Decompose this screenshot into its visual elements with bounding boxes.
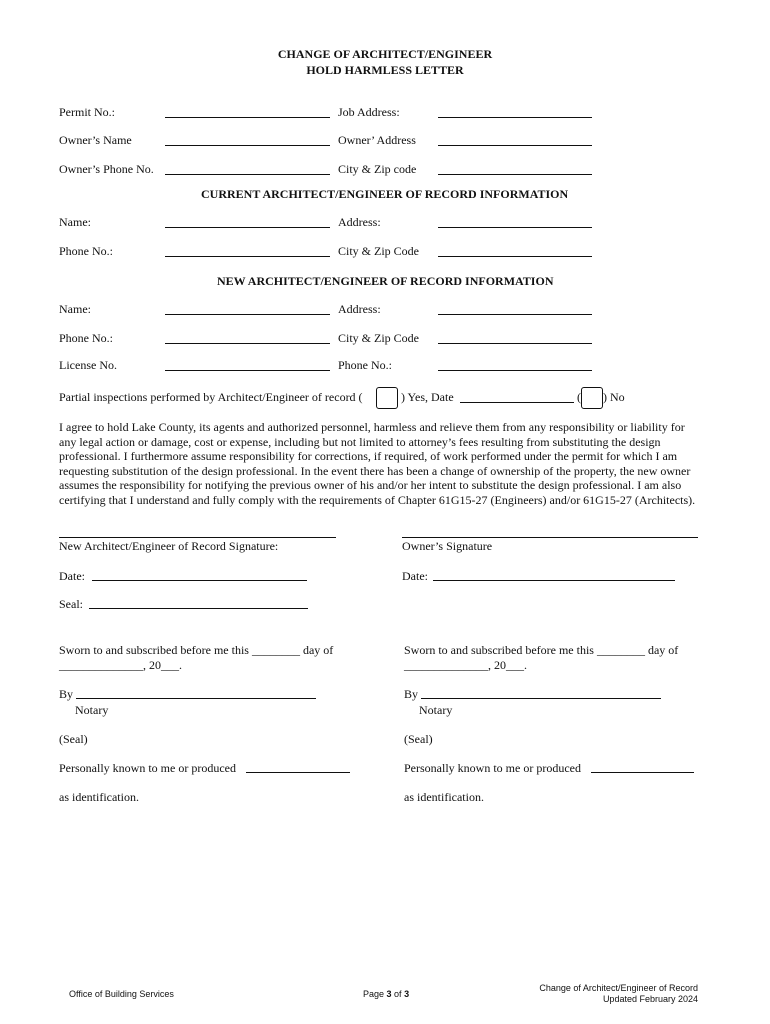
agreement-line: certifying that I understand and fully comply with the requirements of Chapter 61G15-27 (Engineers) and/or 61G15-27 (Architects). [59,492,696,507]
architect-date-label: Date: [59,569,85,583]
owner-date-label: Date: [402,569,428,583]
owner-address-field[interactable] [438,145,592,146]
notary-left-by: By [59,687,74,701]
notary-right-identification: as identification. [404,790,484,804]
seal-label: Seal: [59,597,83,611]
owner-date-field[interactable] [433,580,675,581]
current-address-label: Address: [338,215,381,229]
partial-yes-checkbox[interactable] [376,387,398,409]
notary-right-notary: Notary [419,703,453,717]
notary-left-signature-field[interactable] [76,698,316,699]
owner-name-label: Owner’s Name [59,133,132,147]
permit-field[interactable] [165,117,330,118]
seal-field[interactable] [89,608,308,609]
new-address-field[interactable] [438,314,592,315]
document-subtitle: HOLD HARMLESS LETTER [306,63,464,77]
partial-no-label: ) No [603,390,625,404]
notary-left-notary: Notary [75,703,109,717]
owner-address-label: Owner’ Address [338,133,416,147]
notary-right-personally: Personally known to me or produced [404,761,581,775]
notary-left-year: ______________, 20___. [59,658,182,672]
license-field[interactable] [165,370,330,371]
agreement-paragraph [59,420,724,508]
new-city-zip-label: City & Zip Code [338,331,419,345]
new-address-label: Address: [338,302,381,316]
agreement-line: I agree to hold Lake County, its agents and authorized personnel, harmless and relieve them from any responsibility or liability for [59,420,685,434]
architect-date-field[interactable] [92,580,307,581]
footer-form-name: Change of Architect/Engineer of Record [539,983,698,993]
notary-left-seal: (Seal) [59,732,88,746]
owner-signature-label: Owner’s Signature [402,539,493,553]
footer-updated: Updated February 2024 [602,994,698,1004]
new-phone-label: Phone No.: [59,331,113,345]
job-address-field[interactable] [438,117,592,118]
architect-signature-label: New Architect/Engineer of Record Signature: [59,539,279,553]
open-paren: ( [577,390,581,404]
owner-city-zip-field[interactable] [438,174,592,175]
agreement-line: professional. I furthermore assume responsibility for corrections, if required, of work performed under the permit for which I am [59,449,678,464]
partial-no-checkbox[interactable] [581,387,603,409]
agreement-line: assumes the responsibility for notifying the previous owner of his and/or her intent to substitute the design professional. I am also [59,478,682,493]
license-label: License No. [59,358,117,372]
page-current: 3 [386,989,392,999]
footer-office: Office of Building Services [69,989,174,999]
current-phone-field[interactable] [165,256,330,257]
new-phone2-field[interactable] [438,370,592,371]
new-phone2-label: Phone No.: [338,358,392,372]
owner-phone-label: Owner’s Phone No. [59,162,154,176]
footer-form-title [539,983,698,1005]
current-phone-label: Phone No.: [59,244,113,258]
owner-signature-field[interactable] [402,537,698,538]
notary-left-identification: as identification. [59,790,139,804]
partial-date-field[interactable] [460,402,574,403]
notary-right-year: ______________, 20___. [404,658,527,672]
new-name-label: Name: [59,302,91,316]
current-address-field[interactable] [438,227,592,228]
owner-phone-field[interactable] [165,174,330,175]
new-name-field[interactable] [165,314,330,315]
notary-right-id-field[interactable] [591,772,694,773]
notary-left-id-field[interactable] [246,772,350,773]
page-of: of [391,989,405,999]
current-record-heading: CURRENT ARCHITECT/ENGINEER OF RECORD INFORMATION [201,187,569,201]
job-address-label: Job Address: [338,105,400,119]
partial-inspections-question: Partial inspections performed by Architect/Engineer of record ( [59,390,363,404]
notary-right-signature-field[interactable] [421,698,661,699]
new-phone-field[interactable] [165,343,330,344]
current-name-label: Name: [59,215,91,229]
new-city-zip-field[interactable] [438,343,592,344]
new-record-heading: NEW ARCHITECT/ENGINEER OF RECORD INFORMATION [217,274,554,288]
current-city-zip-label: City & Zip Code [338,244,419,258]
footer-page-number [363,989,409,1000]
architect-signature-field[interactable] [59,537,336,538]
notary-right-sworn: Sworn to and subscribed before me this ________ day of [404,643,679,657]
page-prefix: Page [363,989,387,999]
document-title: CHANGE OF ARCHITECT/ENGINEER [277,47,493,61]
notary-right-seal: (Seal) [404,732,433,746]
current-name-field[interactable] [165,227,330,228]
current-city-zip-field[interactable] [438,256,592,257]
page-total: 3 [404,989,410,999]
notary-left-personally: Personally known to me or produced [59,761,236,775]
notary-left-sworn: Sworn to and subscribed before me this ________ day of [59,643,334,657]
agreement-line: requesting substitution of the design professional. In the event there has been a change of ownership of the property, the new owner [59,463,691,478]
notary-right-by: By [404,687,419,701]
permit-label: Permit No.: [59,105,115,119]
owner-city-zip-label: City & Zip code [338,162,417,176]
partial-yes-label: ) Yes, Date [401,390,454,404]
owner-name-field[interactable] [165,145,330,146]
agreement-line: any legal action or damage, cost or expense, including but not limited to attorney’s fees resulting from substituting the design [59,434,661,449]
